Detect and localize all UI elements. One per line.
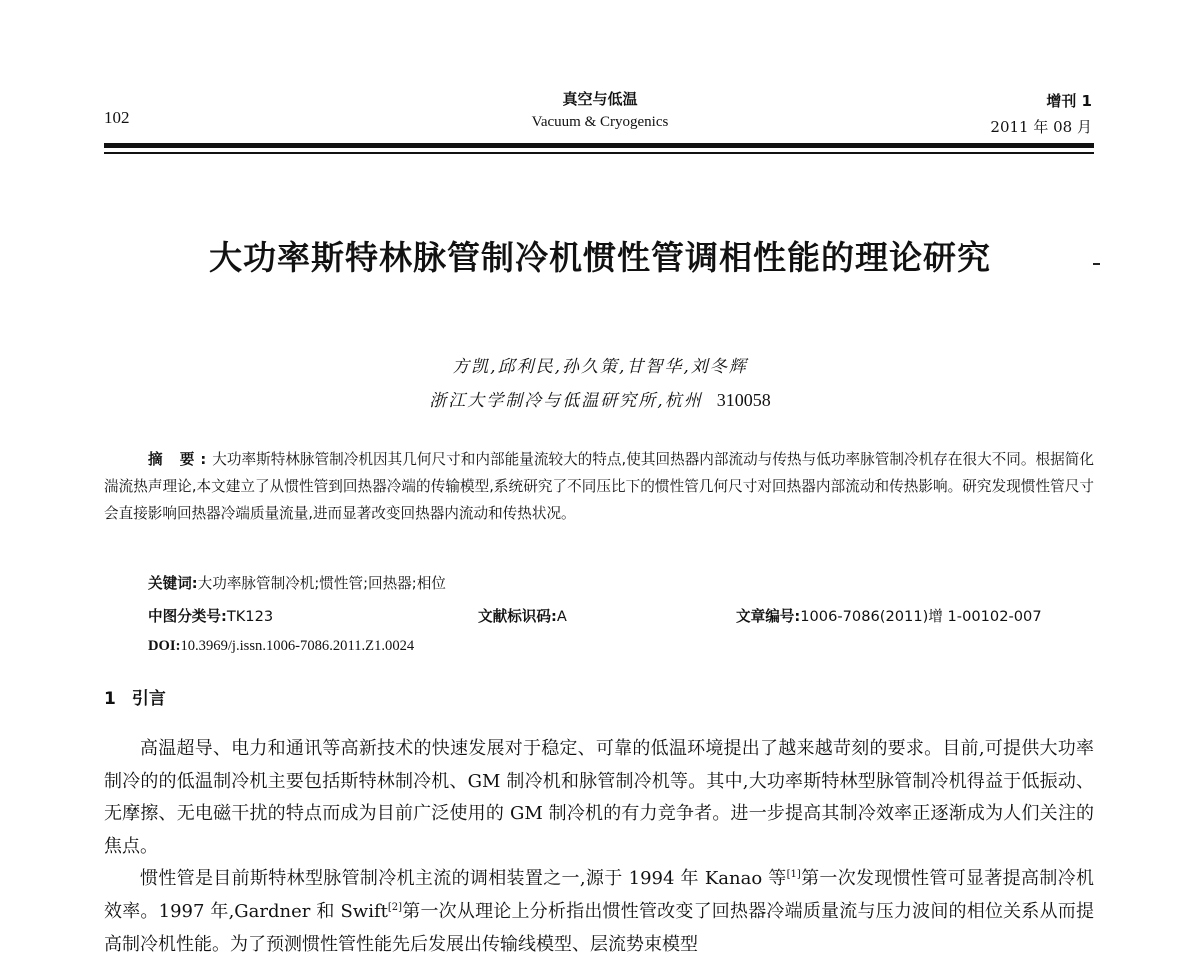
author-list: 方凯,邱利民,孙久策,甘智华,刘冬辉 [452, 357, 748, 377]
doi [148, 638, 414, 655]
classification-label: 中图分类号: [148, 608, 227, 625]
journal-title-en: Vacuum & Cryogenics [531, 114, 669, 130]
affiliation [0, 386, 1200, 411]
paragraph-2-part-a: 惯性管是目前斯特林型脉管制冷机主流的调相装置之一,源于 1994 年 Kanao 等 [140, 868, 787, 890]
abstract [104, 446, 1094, 527]
scan-mark [1093, 263, 1100, 265]
classification-value: TK123 [226, 608, 274, 625]
section-title: 引言 [131, 689, 166, 709]
keywords-label: 关键词: [148, 575, 198, 592]
document-code-value: A [556, 608, 567, 625]
article-number-value: 1006-7086(2011)增 1-00102-007 [800, 608, 1042, 625]
affiliation-name: 浙江大学制冷与低温研究所,杭州 [429, 391, 703, 411]
affiliation-postcode: 310058 [716, 390, 771, 410]
abstract-text: 大功率斯特林脉管制冷机因其几何尺寸和内部能量流较大的特点,使其回热器内部流动与传热与低功率脉管制冷机存在很大不同。根据简化湍流热声理论,本文建立了从惯性管到回热器冷端的传输模型,系统研究了不同压比下的惯性管几何尺寸对回热器内部流动和传热影响。研究发现惯性管尺寸会直接影响回热器冷端质量流量,进而显著改变回热器内流动和传热状况。 [104, 451, 1094, 522]
header-rule-thick [104, 143, 1094, 148]
page-number: 102 [104, 108, 130, 127]
citation-2[interactable]: [2] [387, 901, 403, 913]
paragraph-1: 高温超导、电力和通讯等高新技术的快速发展对于稳定、可靠的低温环境提出了越来越苛刻的要求。目前,可提供大功率制冷的的低温制冷机主要包括斯特林制冷机、GM 制冷机和脉管制冷机等。其中,大功率斯特林型脉管制冷机得益于低振动、无摩擦、无电磁干扰的特点而成为目前广泛使用的 GM 制冷机的有力竞争者。进一步提高其制冷效率正逐渐成为人们关注的焦点。 [104, 738, 1094, 857]
issue-label: 增刊 1 [1046, 92, 1092, 110]
classification-number [148, 605, 273, 626]
journal-title-cn: 真空与低温 [562, 90, 638, 108]
issue-date: 2011 年 08 月 [990, 118, 1092, 136]
article-number [736, 605, 1042, 626]
section-number: 1 [104, 689, 116, 709]
paragraph-2-part-c: 第一次从理论上分析指出惯性管改变了回热器冷端质量流与压力波间的相位关系从而提高制冷机性能。为了预测惯性管性能先后发展出传输线模型、层流势束模型 [104, 900, 1094, 955]
header-rule-thin [104, 152, 1094, 154]
article-number-label: 文章编号: [736, 608, 801, 625]
keywords [148, 572, 446, 593]
citation-1[interactable]: [1] [786, 869, 801, 881]
document-code-label: 文献标识码: [478, 608, 557, 625]
doi-label: DOI: [148, 638, 181, 654]
paragraph-2-part-b: 第一次发现惯性管可显著提高制冷机效率。1997 年,Gardner 和 Swift [104, 868, 1094, 922]
abstract-label: 摘 要: [148, 451, 213, 468]
paragraph-2 [104, 863, 1094, 961]
doi-value: 10.3969/j.issn.1006-7086.2011.Z1.0024 [180, 638, 415, 654]
document-code [478, 605, 567, 626]
body-text [104, 733, 1094, 961]
keywords-text: 大功率脉管制冷机;惯性管;回热器;相位 [197, 575, 446, 592]
section-heading [104, 684, 166, 709]
paper-title: 大功率斯特林脉管制冷机惯性管调相性能的理论研究 [209, 238, 991, 277]
